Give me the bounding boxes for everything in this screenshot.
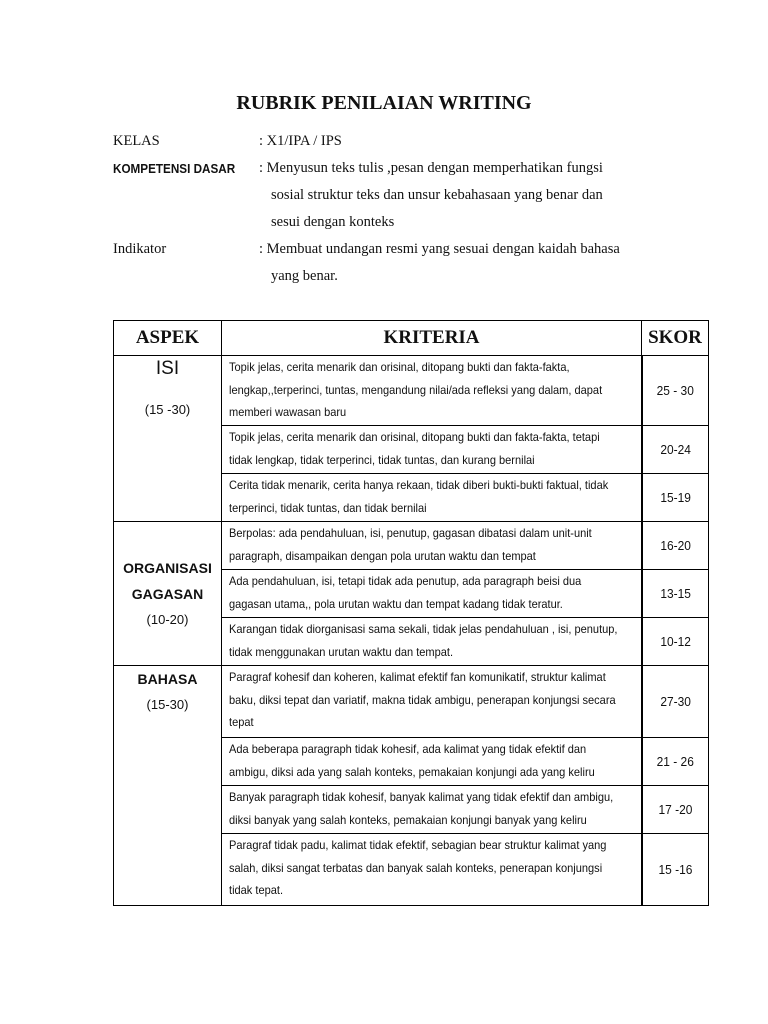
score-cell: 27-30	[642, 666, 709, 738]
header-aspek: ASPEK	[114, 321, 222, 356]
score-cell: 25 - 30	[642, 356, 709, 426]
kd-value: : Menyusun teks tulis ,pesan dengan memperhatikan fungsi sosial struktur teks dan unsur kebahasaan yang benar dan sesui dengan konteks	[259, 160, 603, 230]
score-cell: 21 - 26	[642, 738, 709, 786]
score-cell: 15-19	[642, 474, 709, 522]
criteria-cell: Topik jelas, cerita menarik dan orisinal, ditopang bukti dan fakta-fakta, lengkap,,terperinci, tuntas, mengandung nilai/ada refleksi yang dalam, dapat memberi wawasan baru	[222, 356, 642, 426]
indikator-label: Indikator	[113, 241, 167, 257]
criteria-cell: Ada pendahuluan, isi, tetapi tidak ada penutup, ada paragraph beisi dua gagasan utama,, pola urutan waktu dan tempat kadang tidak teratur.	[222, 570, 642, 618]
table-header-row	[114, 321, 709, 356]
rubric-table	[113, 320, 709, 906]
aspect-bahasa: BAHASA (15-30)	[114, 666, 222, 906]
document-title: RUBRIK PENILAIAN WRITING	[236, 92, 532, 114]
aspect-organisasi: ORGANISASI GAGASAN (10-20)	[114, 522, 222, 666]
table-row	[114, 522, 709, 570]
indikator-value: : Membuat undangan resmi yang sesuai dengan kaidah bahasa yang benar.	[259, 241, 620, 284]
table-row	[114, 666, 709, 738]
table-row	[114, 356, 709, 426]
kd-label: KOMPETENSI DASAR	[113, 161, 236, 176]
header-kriteria: KRITERIA	[222, 321, 642, 356]
score-cell: 13-15	[642, 570, 709, 618]
criteria-cell: Topik jelas, cerita menarik dan orisinal, ditopang bukti dan fakta-fakta, tetapi tidak lengkap, tidak terperinci, tidak tuntas, dan kurang bernilai	[222, 426, 642, 474]
score-cell: 17 -20	[642, 786, 709, 834]
criteria-cell: Paragraf kohesif dan koheren, kalimat efektif fan komunikatif, struktur kalimat baku, diksi tepat dan variatif, makna tidak ambigu, penerapan konjungsi secara tepat	[222, 666, 642, 738]
criteria-cell: Karangan tidak diorganisasi sama sekali, tidak jelas pendahuluan , isi, penutup, tidak menggunakan urutan waktu dan tempat.	[222, 618, 642, 666]
criteria-cell: Ada beberapa paragraph tidak kohesif, ada kalimat yang tidak efektif dan ambigu, diksi ada yang salah konteks, pemakaian konjungi ada yang keliru	[222, 738, 642, 786]
criteria-cell: Cerita tidak menarik, cerita hanya rekaan, tidak diberi bukti-bukti faktual, tidak terperinci, tidak tuntas, dan tidak bernilai	[222, 474, 642, 522]
criteria-cell: Banyak paragraph tidak kohesif, banyak kalimat yang tidak efektif dan ambigu, diksi banyak yang salah konteks, pemakaian konjungi banyak yang keliru	[222, 786, 642, 834]
criteria-cell: Paragraf tidak padu, kalimat tidak efektif, sebagian bear struktur kalimat yang salah, diksi sangat terbatas dan banyak salah konteks, penerapan konjungsi tidak tepat.	[222, 834, 642, 906]
score-cell: 15 -16	[642, 834, 709, 906]
score-cell: 16-20	[642, 522, 709, 570]
header-skor: SKOR	[642, 321, 709, 356]
score-cell: 10-12	[642, 618, 709, 666]
kelas-value: : X1/IPA / IPS	[259, 133, 342, 149]
aspect-isi: ISI (15 -30)	[114, 356, 222, 522]
score-cell: 20-24	[642, 426, 709, 474]
criteria-cell: Berpolas: ada pendahuluan, isi, penutup, gagasan dibatasi dalam unit-unit paragraph, disampaikan dengan pola urutan waktu dan tempat	[222, 522, 642, 570]
kelas-label: KELAS	[113, 133, 160, 149]
